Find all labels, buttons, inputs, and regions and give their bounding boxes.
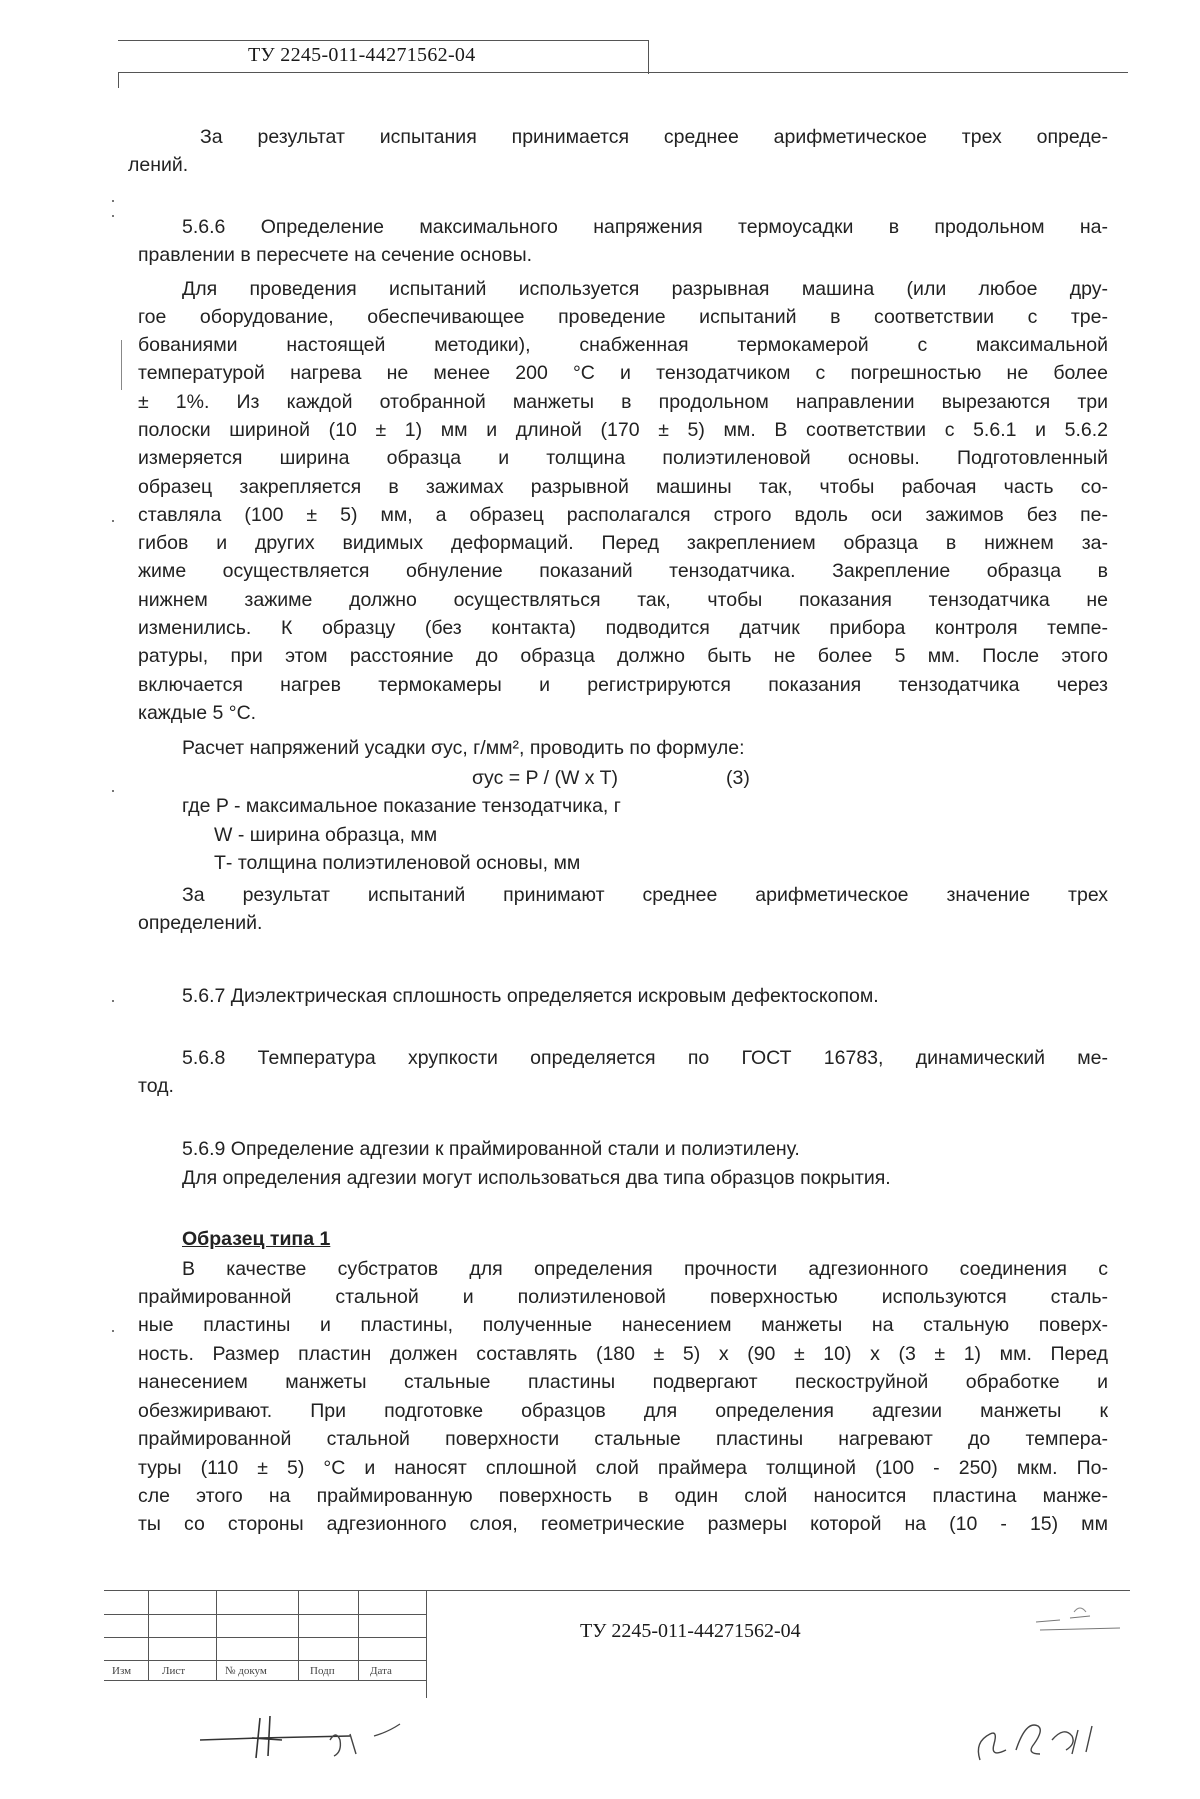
paragraph-line: туры (110 ± 5) °С и наносят сплошной слой праймера толщиной (100 - 250) мкм. По- bbox=[138, 1457, 1108, 1479]
paragraph-line: образец закрепляется в зажимах разрывной машины так, чтобы рабочая часть со- bbox=[138, 476, 1108, 498]
paragraph-line: определений. bbox=[138, 912, 263, 934]
stamp-label-date: Дата bbox=[370, 1665, 392, 1677]
paragraph-line: ные пластины и пластины, полученные нанесением манжеты на стальную поверх- bbox=[138, 1314, 1108, 1336]
header-rule-tick bbox=[118, 72, 119, 88]
formula-where-t: Т- толщина полиэтиленовой основы, мм bbox=[214, 852, 581, 874]
paragraph-line: ты со стороны адгезионного слоя, геометрические размеры которой на (10 - 15) мм bbox=[138, 1513, 1108, 1535]
paragraph-line: праймированной стальной поверхности стальные пластины нагревают до темпера- bbox=[138, 1428, 1108, 1450]
paragraph-line: измеряется ширина образца и толщина полиэтиленовой основы. Подготовленный bbox=[138, 447, 1108, 469]
formula-number: (3) bbox=[726, 767, 750, 789]
paragraph-line: включается нагрев термокамеры и регистрируются показания тензодатчика через bbox=[138, 674, 1108, 696]
paragraph-line: температурой нагрева не менее 200 °С и тензодатчиком с погрешностью не более bbox=[138, 362, 1108, 384]
paragraph-line: В качестве субстратов для определения прочности адгезионного соединения с bbox=[182, 1258, 1108, 1280]
title-block bbox=[104, 1590, 1130, 1698]
paragraph-line: нижнем зажиме должно осуществляться так, чтобы показания тензодатчика не bbox=[138, 589, 1108, 611]
paragraph-line: тод. bbox=[138, 1075, 174, 1097]
scan-speck bbox=[112, 790, 114, 792]
stamp-label-izm: Изм bbox=[112, 1665, 132, 1677]
stamp-label-list: Лист bbox=[162, 1665, 186, 1677]
paragraph-line: полоски шириной (10 ± 1) мм и длиной (170 ± 5) мм. В соответствии с 5.6.1 и 5.6.2 bbox=[138, 419, 1108, 441]
formula-where-p: где P - максимальное показание тензодатчика, г bbox=[182, 795, 621, 817]
paragraph-line: ратуры, при этом расстояние до образца должно быть не более 5 мм. После этого bbox=[138, 645, 1108, 667]
section-heading: 5.6.7 Диэлектрическая сплошность определяется искровым дефектоскопом. bbox=[182, 985, 879, 1007]
paragraph-line: гое оборудование, обеспечивающее проведение испытаний в соответствии с тре- bbox=[138, 306, 1108, 328]
header-rule-top bbox=[118, 40, 648, 41]
handwritten-signature-icon bbox=[190, 1710, 430, 1770]
scan-speck bbox=[112, 520, 114, 522]
scan-mark bbox=[121, 340, 122, 390]
paragraph-line: Для определения адгезии могут использоваться два типа образцов покрытия. bbox=[182, 1167, 891, 1189]
section-heading: 5.6.9 Определение адгезии к праймированной стали и полиэтилену. bbox=[182, 1138, 800, 1160]
scan-speck bbox=[112, 1330, 114, 1332]
paragraph-line: ± 1%. Из каждой отобранной манжеты в продольном направлении вырезаются три bbox=[138, 391, 1108, 413]
stamp-label-signature: Подп bbox=[310, 1665, 335, 1677]
paragraph-line: ность. Размер пластин должен составлять (180 ± 5) x (90 ± 10) x (3 ± 1) мм. Перед bbox=[138, 1343, 1108, 1365]
sheet-number-mark bbox=[1030, 1600, 1130, 1640]
stamp-label-doc-no: № докум bbox=[225, 1665, 267, 1677]
paragraph-line: обезжиривают. При подготовке образцов для определения адгезии манжеты к bbox=[138, 1400, 1108, 1422]
paragraph-line: гибов и других видимых деформаций. Перед закреплением образца в нижнем за- bbox=[138, 532, 1108, 554]
paragraph-line: праймированной стальной и полиэтиленовой поверхностью используются сталь- bbox=[138, 1286, 1108, 1308]
header-rule-vertical bbox=[648, 40, 649, 74]
paragraph-line: нанесением манжеты стальные пластины подвергают пескоструйной обработке и bbox=[138, 1371, 1108, 1393]
header-rule-bottom bbox=[118, 72, 1128, 73]
handwritten-initials-icon bbox=[960, 1700, 1130, 1780]
paragraph-line: За результат испытания принимается среднее арифметическое трех опреде- bbox=[200, 126, 1108, 148]
paragraph-line: изменились. К образцу (без контакта) подводится датчик прибора контроля темпе- bbox=[138, 617, 1108, 639]
header-doc-code: ТУ 2245-011-44271562-04 bbox=[248, 44, 476, 66]
section-heading: 5.6.8 Температура хрупкости определяется по ГОСТ 16783, динамический ме- bbox=[182, 1047, 1108, 1069]
paragraph-line: правлении в пересчете на сечение основы. bbox=[138, 244, 532, 266]
calc-intro: Расчет напряжений усадки σус, г/мм², проводить по формуле: bbox=[182, 737, 745, 759]
paragraph-line: сле этого на праймированную поверхность в один слой наносится пластина манже- bbox=[138, 1485, 1108, 1507]
formula: σус = P / (W x T) bbox=[472, 767, 618, 789]
subheading-type1: Образец типа 1 bbox=[182, 1228, 331, 1250]
paragraph-line: За результат испытаний принимают среднее арифметическое значение трех bbox=[182, 884, 1108, 906]
stamp-doc-code: ТУ 2245-011-44271562-04 bbox=[580, 1620, 801, 1642]
paragraph-line: Для проведения испытаний используется разрывная машина (или любое дру- bbox=[182, 278, 1108, 300]
paragraph-line: жиме осуществляется обнуление показаний тензодатчика. Закрепление образца в bbox=[138, 560, 1108, 582]
paragraph-line: каждые 5 °С. bbox=[138, 702, 257, 724]
paragraph-line: бованиями настоящей методики), снабженная термокамерой с максимальной bbox=[138, 334, 1108, 356]
scan-speck bbox=[112, 215, 114, 217]
scan-speck bbox=[112, 200, 114, 202]
scan-speck bbox=[112, 1000, 114, 1002]
section-heading: 5.6.6 Определение максимального напряжения термоусадки в продольном на- bbox=[182, 216, 1108, 238]
paragraph-line: лений. bbox=[128, 154, 189, 176]
formula-where-w: W - ширина образца, мм bbox=[214, 824, 438, 846]
paragraph-line: ставляла (100 ± 5) мм, а образец располагался строго вдоль оси зажимов без пе- bbox=[138, 504, 1108, 526]
